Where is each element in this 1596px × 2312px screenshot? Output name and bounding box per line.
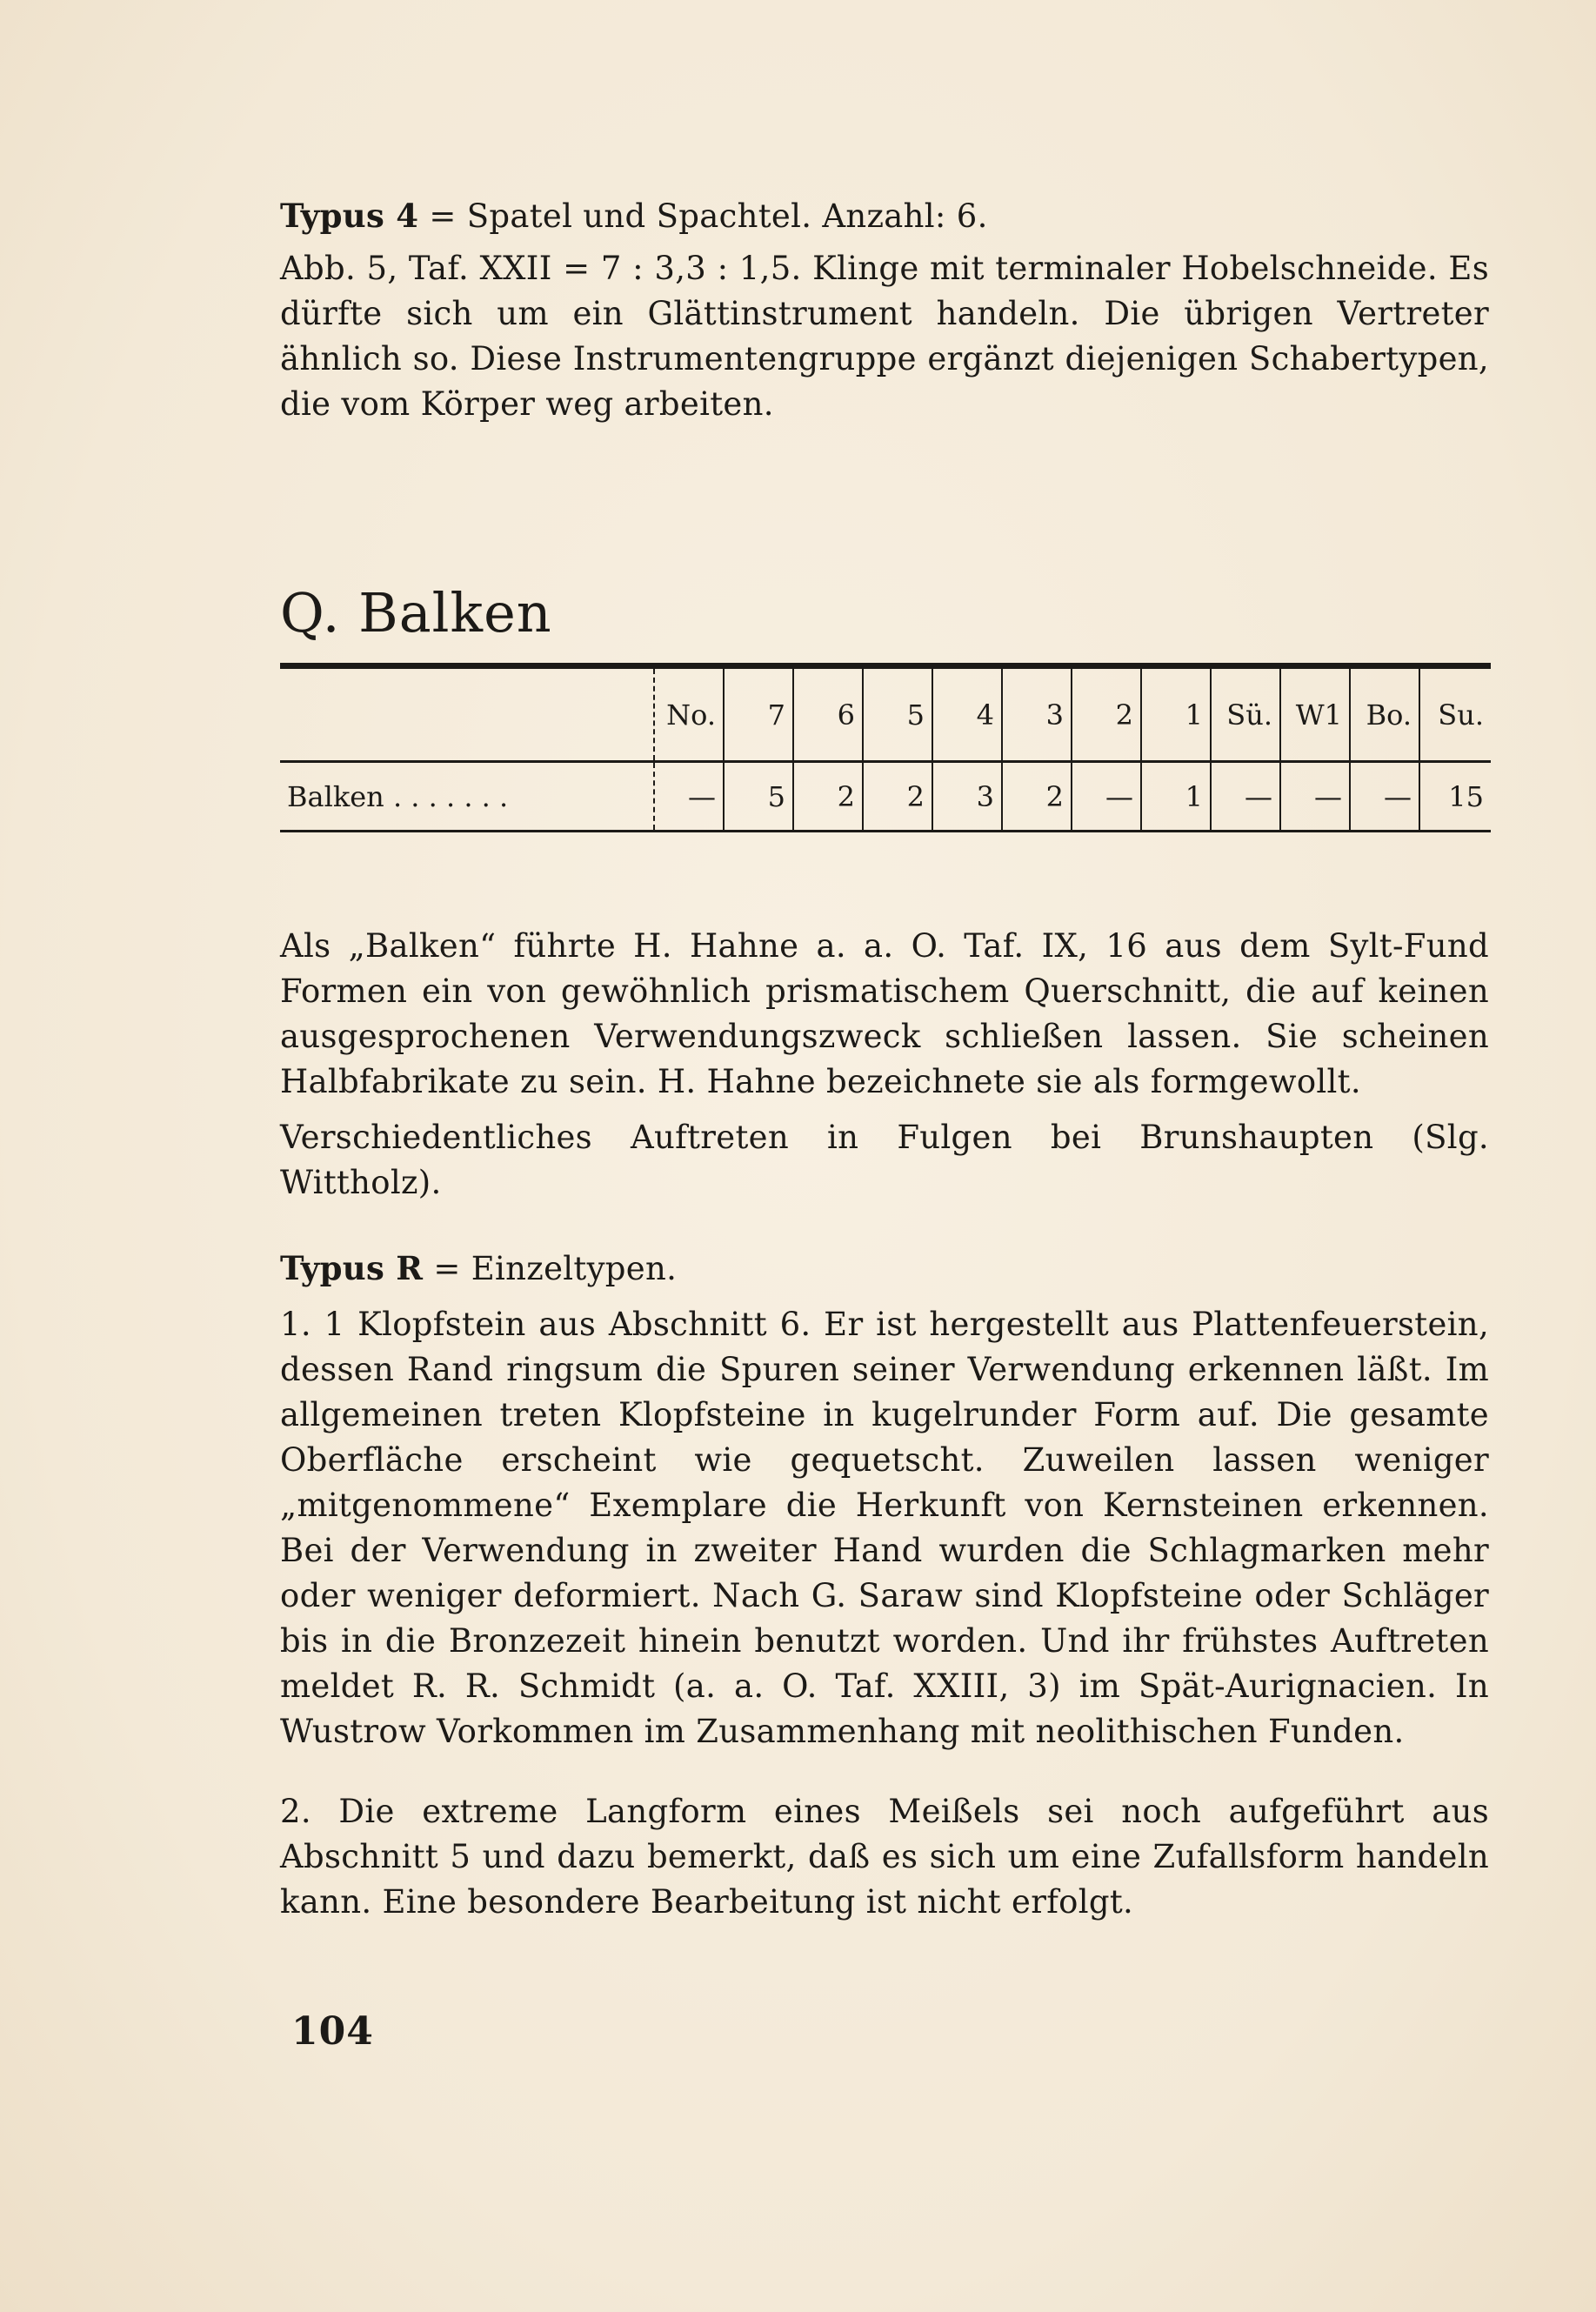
table-cell: — (1350, 762, 1419, 832)
typusR-title (280, 1246, 1489, 1292)
table-header-cell: No. (654, 666, 724, 762)
typus4-title-rest: = Spatel und Spachtel. Anzahl: 6. (418, 197, 988, 235)
table-cell: 3 (932, 762, 1002, 832)
table-header-cell: Bo. (1350, 666, 1419, 762)
table-header-cell: Su. (1419, 666, 1491, 762)
table-cell: 2 (863, 762, 932, 832)
table-row-label: Balken . . . . . . . (287, 779, 509, 813)
balken-description (280, 924, 1489, 1206)
section-heading: Q. Balken (280, 581, 552, 645)
table-header-cell: W1 (1280, 666, 1350, 762)
table-header-cell: 2 (1072, 666, 1141, 762)
table-cell: — (1072, 762, 1141, 832)
table-cell: 15 (1419, 762, 1491, 832)
table-cell: 2 (1002, 762, 1072, 832)
typusR-item-2: 2. Die extreme Langform eines Meißels sei noch aufgeführt aus Abschnitt 5 und dazu bemerkt, daß es sich um eine Zufallsform handeln kann. Eine besondere Bearbeitung ist nicht erfolgt. (280, 1793, 1489, 1921)
page-number: 104 (291, 2009, 374, 2054)
balken-paragraph-2: Verschiedentliches Auftreten in Fulgen bei Brunshaupten (Slg. Wittholz). (280, 1119, 1489, 1201)
typusR-title-rest: = Einzeltypen. (423, 1250, 678, 1287)
table-cell: — (1211, 762, 1280, 832)
table-cell: 1 (1141, 762, 1211, 832)
typusR-section (280, 1246, 1489, 1925)
table-header-cell: 3 (1002, 666, 1072, 762)
balken-table (280, 663, 1491, 832)
typus4-body: Abb. 5, Taf. XXII = 7 : 3,3 : 1,5. Klinge mit terminaler Hobelschneide. Es dürfte sich um ein Glättinstrument handeln. Die übrigen Vertreter ähnlich so. Diese Instrumentengruppe ergänzt diejenigen Schabertypen, die vom Körper weg arbeiten. (280, 250, 1489, 423)
typus4-label: Typus 4 (280, 197, 419, 235)
typus4-title (280, 193, 1489, 239)
balken-paragraph-1: Als „Balken“ führte H. Hahne a. a. O. Taf. IX, 16 aus dem Sylt-Fund Formen ein von gewöhnlich prismatischem Querschnitt, die auf keinen ausgesprochenen Verwendungszweck schließen lassen. Sie scheinen Halbfabrikate zu sein. H. Hahne bezeichnete sie als formgewollt. (280, 927, 1489, 1100)
table-header-cell: 4 (932, 666, 1002, 762)
table-header-cell: 5 (863, 666, 932, 762)
table-cell: 2 (793, 762, 863, 832)
table-row (280, 762, 1491, 832)
typus4-section (280, 193, 1489, 427)
typusR-label: Typus R (280, 1249, 424, 1287)
balken-table-wrapper (280, 663, 1491, 832)
table-header-cell: 1 (1141, 666, 1211, 762)
table-header-cell: Sü. (1211, 666, 1280, 762)
table-header-cell: 6 (793, 666, 863, 762)
table-header-cell: 7 (724, 666, 793, 762)
table-cell: — (654, 762, 724, 832)
typusR-item-1: 1. 1 Klopfstein aus Abschnitt 6. Er ist hergestellt aus Plattenfeuerstein, dessen Rand ringsum die Spuren seiner Verwendung erkennen läßt. Im allgemeinen treten Klopfsteine in kugelrunder Form auf. Die gesamte Oberfläche erscheint wie gequetscht. Zuweilen lassen weniger „mitgenommene“ Exemplare die Herkunft von Kernsteinen erkennen. Bei der Verwendung in zweiter Hand wurden die Schlagmarken mehr oder weniger deformiert. Nach G. Saraw sind Klopfsteine oder Schläger bis in die Bronzezeit hinein benutzt worden. Und ihr frühstes Auftreten meldet R. R. Schmidt (a. a. O. Taf. XXIII, 3) im Spät-Aurignacien. In Wustrow Vorkommen im Zusammenhang mit neolithischen Funden. (280, 1306, 1489, 1750)
table-header-row (280, 666, 1491, 762)
table-header-cell (280, 666, 654, 762)
table-cell: — (1280, 762, 1350, 832)
table-cell: 5 (724, 762, 793, 832)
